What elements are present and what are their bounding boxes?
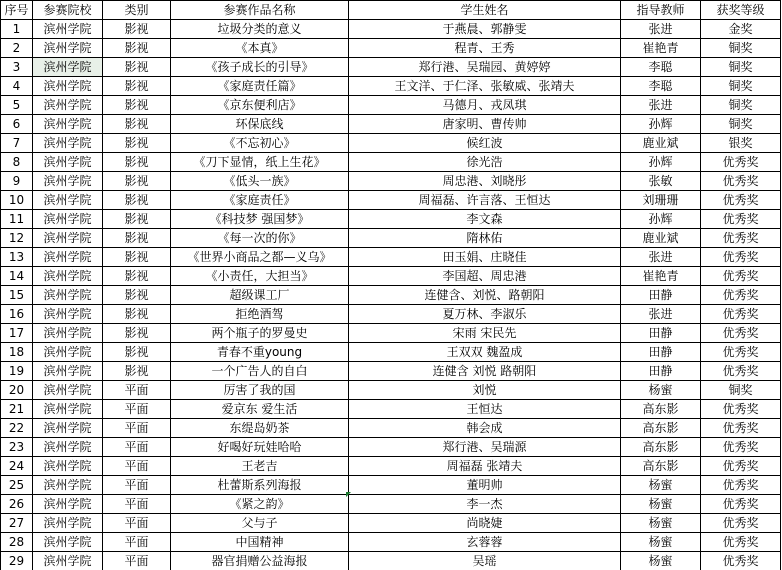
cell-teacher[interactable]: 李聪 [621, 58, 701, 77]
cell-index[interactable]: 29 [1, 552, 33, 570]
cell-teacher[interactable]: 张进 [621, 305, 701, 324]
cell-work-title[interactable]: 环保底线 [171, 115, 349, 134]
cell-work-title[interactable]: 王老吉 [171, 457, 349, 476]
cell-students[interactable]: 马德月、戎凤琪 [349, 96, 621, 115]
cell-index[interactable]: 15 [1, 286, 33, 305]
cell-teacher[interactable]: 高东影 [621, 438, 701, 457]
cell-index[interactable]: 10 [1, 191, 33, 210]
cell-work-title[interactable]: 拒绝酒驾 [171, 305, 349, 324]
table-row [1, 438, 781, 457]
cell-students[interactable]: 连健含、刘悦、路朝阳 [349, 286, 621, 305]
cell-work-title[interactable]: 《紧之韵》 [171, 495, 349, 514]
cell-teacher[interactable]: 杨蜜 [621, 533, 701, 552]
cell-category[interactable]: 影视 [103, 96, 171, 115]
cell-award[interactable]: 优秀奖 [701, 533, 781, 552]
cell-index[interactable]: 1 [1, 20, 33, 39]
table-row [1, 248, 781, 267]
table-row [1, 229, 781, 248]
cell-index[interactable]: 17 [1, 324, 33, 343]
cell-school[interactable]: 滨州学院 [33, 495, 103, 514]
table-row [1, 77, 781, 96]
cell-work-title[interactable]: 器官捐赠公益海报 [171, 552, 349, 570]
cell-work-title[interactable]: 《世界小商品之都—义乌》 [171, 248, 349, 267]
cell-students[interactable]: 李文森 [349, 210, 621, 229]
table-row [1, 552, 781, 570]
cell-category[interactable]: 平面 [103, 457, 171, 476]
cell-category[interactable]: 平面 [103, 476, 171, 495]
cell-students[interactable]: 宋雨 宋民先 [349, 324, 621, 343]
cell-index[interactable]: 7 [1, 134, 33, 153]
cell-teacher[interactable]: 田静 [621, 362, 701, 381]
table-row [1, 39, 781, 58]
table-row [1, 533, 781, 552]
cell-category[interactable]: 影视 [103, 305, 171, 324]
cell-teacher[interactable]: 李聪 [621, 77, 701, 96]
cell-index[interactable]: 23 [1, 438, 33, 457]
cell-award[interactable]: 优秀奖 [701, 229, 781, 248]
cell-category[interactable]: 影视 [103, 191, 171, 210]
cell-students[interactable]: 徐光浩 [349, 153, 621, 172]
cell-work-title[interactable]: 《家庭责任篇》 [171, 77, 349, 96]
cell-students[interactable]: 周忠港、刘晓彤 [349, 172, 621, 191]
cell-index[interactable]: 3 [1, 58, 33, 77]
cell-school[interactable]: 滨州学院 [33, 172, 103, 191]
table-row [1, 343, 781, 362]
header-cell-teacher[interactable]: 指导教师 [621, 1, 701, 20]
cell-students[interactable]: 玄蓉蓉 [349, 533, 621, 552]
cell-students[interactable]: 李一杰 [349, 495, 621, 514]
cell-award[interactable]: 优秀奖 [701, 343, 781, 362]
cell-category[interactable]: 影视 [103, 324, 171, 343]
table-row [1, 153, 781, 172]
cell-teacher[interactable]: 杨蜜 [621, 495, 701, 514]
header-cell-school[interactable]: 参赛院校 [33, 1, 103, 20]
cell-teacher[interactable]: 孙辉 [621, 153, 701, 172]
cell-school[interactable]: 滨州学院 [33, 115, 103, 134]
cell-school[interactable]: 滨州学院 [33, 400, 103, 419]
cell-index[interactable]: 11 [1, 210, 33, 229]
cell-work-title[interactable]: 《每一次的你》 [171, 229, 349, 248]
cell-students[interactable]: 尚晓婕 [349, 514, 621, 533]
cell-work-title[interactable]: 好喝好玩娃哈哈 [171, 438, 349, 457]
cell-index[interactable]: 20 [1, 381, 33, 400]
cell-index[interactable]: 6 [1, 115, 33, 134]
cell-award[interactable]: 优秀奖 [701, 495, 781, 514]
cell-students[interactable]: 刘悦 [349, 381, 621, 400]
cell-category[interactable]: 平面 [103, 438, 171, 457]
cell-teacher[interactable]: 田静 [621, 286, 701, 305]
cell-category[interactable]: 平面 [103, 419, 171, 438]
cell-teacher[interactable]: 张进 [621, 248, 701, 267]
cell-work-title[interactable]: 两个瓶子的罗曼史 [171, 324, 349, 343]
cell-index[interactable]: 24 [1, 457, 33, 476]
cell-students[interactable]: 程青、王秀 [349, 39, 621, 58]
table-row [1, 495, 781, 514]
cell-students[interactable]: 王恒达 [349, 400, 621, 419]
cell-work-title[interactable]: 《京东便利店》 [171, 96, 349, 115]
cell-students[interactable]: 周福磊、许言落、王恒达 [349, 191, 621, 210]
cell-students[interactable]: 唐家明、曹传帅 [349, 115, 621, 134]
cell-students[interactable]: 夏万林、李淑乐 [349, 305, 621, 324]
cell-index[interactable]: 18 [1, 343, 33, 362]
cell-school[interactable]: 滨州学院 [33, 77, 103, 96]
cell-school[interactable]: 滨州学院 [33, 229, 103, 248]
cell-award[interactable]: 铜奖 [701, 381, 781, 400]
cell-teacher[interactable]: 孙辉 [621, 210, 701, 229]
cell-school[interactable]: 滨州学院 [33, 438, 103, 457]
cell-teacher[interactable]: 杨蜜 [621, 552, 701, 570]
cell-work-title[interactable]: 超级课工厂 [171, 286, 349, 305]
cell-students[interactable]: 周福磊 张靖夫 [349, 457, 621, 476]
cell-category[interactable]: 影视 [103, 267, 171, 286]
table-row [1, 267, 781, 286]
cell-school[interactable]: 滨州学院 [33, 96, 103, 115]
cell-award[interactable]: 优秀奖 [701, 552, 781, 570]
cell-award[interactable]: 优秀奖 [701, 267, 781, 286]
cell-award[interactable]: 优秀奖 [701, 438, 781, 457]
cell-work-title[interactable]: 《孩子成长的引导》 [171, 58, 349, 77]
cell-teacher[interactable]: 刘珊珊 [621, 191, 701, 210]
cell-students[interactable]: 韩会成 [349, 419, 621, 438]
cell-teacher[interactable]: 高东影 [621, 419, 701, 438]
cell-teacher[interactable]: 鹿业斌 [621, 134, 701, 153]
cell-index[interactable]: 16 [1, 305, 33, 324]
cell-students[interactable]: 郑行港、吴瑞源 [349, 438, 621, 457]
table-row [1, 115, 781, 134]
cell-students[interactable]: 连健含 刘悦 路朝阳 [349, 362, 621, 381]
cell-students[interactable]: 王双双 魏盈成 [349, 343, 621, 362]
cell-award[interactable]: 铜奖 [701, 96, 781, 115]
table-row [1, 324, 781, 343]
cell-school[interactable]: 滨州学院 [33, 58, 103, 77]
cell-teacher[interactable]: 杨蜜 [621, 514, 701, 533]
cell-award[interactable]: 金奖 [701, 20, 781, 39]
cell-teacher[interactable]: 杨蜜 [621, 381, 701, 400]
cell-category[interactable]: 影视 [103, 115, 171, 134]
cell-school[interactable]: 滨州学院 [33, 533, 103, 552]
cell-teacher[interactable]: 高东影 [621, 400, 701, 419]
table-row [1, 419, 781, 438]
cell-award[interactable]: 优秀奖 [701, 153, 781, 172]
cell-work-title[interactable]: 《科技梦 强国梦》 [171, 210, 349, 229]
cell-index[interactable]: 21 [1, 400, 33, 419]
cell-work-title[interactable]: 垃圾分类的意义 [171, 20, 349, 39]
cell-school[interactable]: 滨州学院 [33, 552, 103, 570]
cell-award[interactable]: 铜奖 [701, 58, 781, 77]
cell-award[interactable]: 优秀奖 [701, 286, 781, 305]
cell-index[interactable]: 26 [1, 495, 33, 514]
cell-work-title[interactable]: 中国精神 [171, 533, 349, 552]
cell-school[interactable]: 滨州学院 [33, 381, 103, 400]
cell-award[interactable]: 优秀奖 [701, 457, 781, 476]
cell-comment-indicator [346, 492, 351, 497]
cell-index[interactable]: 14 [1, 267, 33, 286]
cell-students[interactable]: 郑行港、吴瑞园、黄婷婷 [349, 58, 621, 77]
cell-award[interactable]: 优秀奖 [701, 248, 781, 267]
cell-teacher[interactable]: 张进 [621, 20, 701, 39]
cell-index[interactable]: 2 [1, 39, 33, 58]
cell-index[interactable]: 27 [1, 514, 33, 533]
cell-school[interactable]: 滨州学院 [33, 20, 103, 39]
cell-category[interactable]: 影视 [103, 210, 171, 229]
cell-teacher[interactable]: 崔艳青 [621, 267, 701, 286]
cell-teacher[interactable]: 田静 [621, 324, 701, 343]
table-row [1, 362, 781, 381]
cell-work-title[interactable]: 厉害了我的国 [171, 381, 349, 400]
cell-category[interactable]: 平面 [103, 400, 171, 419]
cell-award[interactable]: 铜奖 [701, 115, 781, 134]
cell-category[interactable]: 影视 [103, 248, 171, 267]
cell-index[interactable]: 8 [1, 153, 33, 172]
cell-award[interactable]: 优秀奖 [701, 476, 781, 495]
cell-teacher[interactable]: 张敏 [621, 172, 701, 191]
cell-school[interactable]: 滨州学院 [33, 305, 103, 324]
cell-work-title[interactable]: 杜蕾斯系列海报 [171, 476, 349, 495]
cell-school[interactable]: 滨州学院 [33, 153, 103, 172]
cell-teacher[interactable]: 崔艳青 [621, 39, 701, 58]
cell-category[interactable]: 影视 [103, 39, 171, 58]
cell-category[interactable]: 影视 [103, 134, 171, 153]
table-row [1, 96, 781, 115]
cell-award[interactable]: 优秀奖 [701, 172, 781, 191]
table-row [1, 476, 781, 495]
table-row [1, 514, 781, 533]
cell-students[interactable]: 吴瑶 [349, 552, 621, 570]
header-cell-index[interactable]: 序号 [1, 1, 33, 20]
cell-work-title[interactable]: 东缇岛奶茶 [171, 419, 349, 438]
cell-award[interactable]: 铜奖 [701, 77, 781, 96]
cell-category[interactable]: 平面 [103, 495, 171, 514]
cell-teacher[interactable]: 鹿业斌 [621, 229, 701, 248]
header-row [1, 1, 781, 20]
cell-category[interactable]: 影视 [103, 286, 171, 305]
table-row [1, 20, 781, 39]
cell-students[interactable]: 隋林佑 [349, 229, 621, 248]
cell-school[interactable]: 滨州学院 [33, 476, 103, 495]
cell-work-title[interactable]: 爱京东 爱生活 [171, 400, 349, 419]
cell-category[interactable]: 影视 [103, 77, 171, 96]
cell-school[interactable]: 滨州学院 [33, 248, 103, 267]
cell-school[interactable]: 滨州学院 [33, 210, 103, 229]
cell-students[interactable]: 候红波 [349, 134, 621, 153]
table-row [1, 172, 781, 191]
cell-school[interactable]: 滨州学院 [33, 457, 103, 476]
cell-category[interactable]: 影视 [103, 20, 171, 39]
cell-teacher[interactable]: 杨蜜 [621, 476, 701, 495]
cell-school[interactable]: 滨州学院 [33, 191, 103, 210]
cell-index[interactable]: 25 [1, 476, 33, 495]
cell-category[interactable]: 平面 [103, 381, 171, 400]
cell-work-title[interactable]: 《本真》 [171, 39, 349, 58]
table-row [1, 134, 781, 153]
cell-school[interactable]: 滨州学院 [33, 362, 103, 381]
cell-students[interactable]: 王文洋、于仁泽、张敏威、张靖夫 [349, 77, 621, 96]
cell-index[interactable]: 22 [1, 419, 33, 438]
cell-students[interactable]: 田玉娟、庄晓佳 [349, 248, 621, 267]
cell-work-title[interactable]: 《低头一族》 [171, 172, 349, 191]
cell-work-title[interactable]: 父与子 [171, 514, 349, 533]
table-row [1, 457, 781, 476]
header-cell-category[interactable]: 类别 [103, 1, 171, 20]
cell-award[interactable]: 银奖 [701, 134, 781, 153]
table-row [1, 58, 781, 77]
cell-award[interactable]: 优秀奖 [701, 362, 781, 381]
cell-award[interactable]: 优秀奖 [701, 400, 781, 419]
cell-work-title[interactable]: 《不忘初心》 [171, 134, 349, 153]
cell-award[interactable]: 优秀奖 [701, 305, 781, 324]
cell-award[interactable]: 优秀奖 [701, 514, 781, 533]
cell-school[interactable]: 滨州学院 [33, 343, 103, 362]
cell-index[interactable]: 12 [1, 229, 33, 248]
cell-school[interactable]: 滨州学院 [33, 286, 103, 305]
table-row [1, 210, 781, 229]
cell-work-title[interactable]: 《刀下显情，纸上生花》 [171, 153, 349, 172]
header-cell-award[interactable]: 获奖等级 [701, 1, 781, 20]
cell-work-title[interactable]: 青春不重young [171, 343, 349, 362]
cell-award[interactable]: 优秀奖 [701, 210, 781, 229]
cell-category[interactable]: 影视 [103, 229, 171, 248]
cell-category[interactable]: 影视 [103, 153, 171, 172]
cell-students[interactable]: 董明帅 [349, 476, 621, 495]
cell-category[interactable]: 影视 [103, 362, 171, 381]
header-cell-work-title[interactable]: 参赛作品名称 [171, 1, 349, 20]
cell-teacher[interactable]: 高东影 [621, 457, 701, 476]
table-row [1, 305, 781, 324]
cell-school[interactable]: 滨州学院 [33, 514, 103, 533]
cell-index[interactable]: 4 [1, 77, 33, 96]
cell-work-title[interactable]: 《小责任，大担当》 [171, 267, 349, 286]
cell-category[interactable]: 影视 [103, 172, 171, 191]
cell-students[interactable]: 于燕晨、郭静雯 [349, 20, 621, 39]
cell-teacher[interactable]: 张进 [621, 96, 701, 115]
cell-work-title[interactable]: 《家庭责任》 [171, 191, 349, 210]
cell-index[interactable]: 5 [1, 96, 33, 115]
table-row [1, 381, 781, 400]
cell-category[interactable]: 平面 [103, 533, 171, 552]
cell-school[interactable]: 滨州学院 [33, 419, 103, 438]
cell-students[interactable]: 李国超、周忠港 [349, 267, 621, 286]
cell-category[interactable]: 平面 [103, 514, 171, 533]
cell-school[interactable]: 滨州学院 [33, 267, 103, 286]
cell-teacher[interactable]: 田静 [621, 343, 701, 362]
table-row [1, 400, 781, 419]
cell-work-title[interactable]: 一个广告人的自白 [171, 362, 349, 381]
cell-index[interactable]: 19 [1, 362, 33, 381]
cell-school[interactable]: 滨州学院 [33, 134, 103, 153]
cell-teacher[interactable]: 孙辉 [621, 115, 701, 134]
cell-category[interactable]: 平面 [103, 552, 171, 570]
cell-index[interactable]: 28 [1, 533, 33, 552]
cell-index[interactable]: 9 [1, 172, 33, 191]
cell-award[interactable]: 铜奖 [701, 39, 781, 58]
cell-award[interactable]: 优秀奖 [701, 191, 781, 210]
header-cell-students[interactable]: 学生姓名 [349, 1, 621, 20]
cell-school[interactable]: 滨州学院 [33, 39, 103, 58]
cell-award[interactable]: 优秀奖 [701, 324, 781, 343]
table-row [1, 191, 781, 210]
table-row [1, 286, 781, 305]
cell-school[interactable]: 滨州学院 [33, 324, 103, 343]
cell-award[interactable]: 优秀奖 [701, 419, 781, 438]
cell-category[interactable]: 影视 [103, 343, 171, 362]
cell-index[interactable]: 13 [1, 248, 33, 267]
cell-category[interactable]: 影视 [103, 58, 171, 77]
